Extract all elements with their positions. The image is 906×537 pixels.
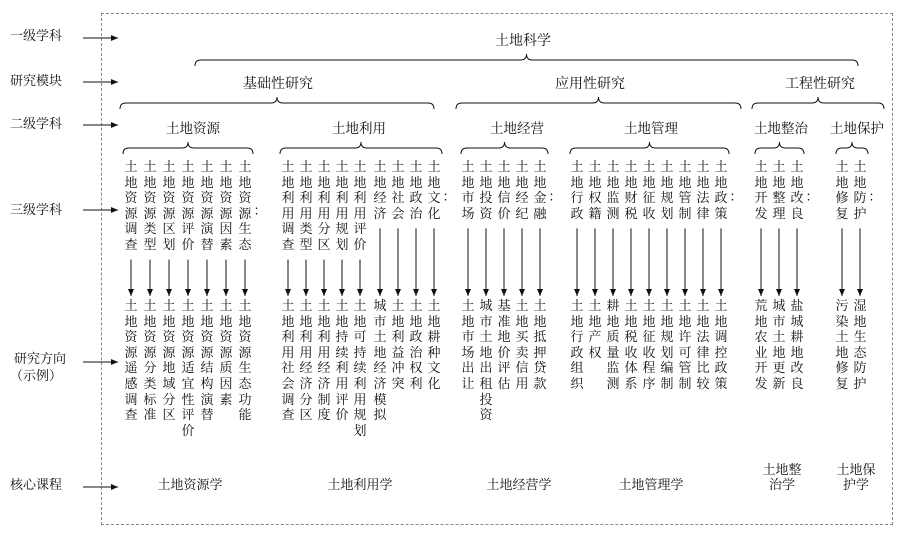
direction-item: 土地调控政策 [714,299,728,392]
direction-item: 土地利益冲突 [391,299,405,392]
level3-item: 土地资源生态 [238,160,252,253]
level3-item: 土地法律 [696,160,710,222]
direction-item: 土地行政组织 [570,299,584,392]
level2-land-management: 土地管理 [624,121,678,137]
course-land-management: 土地管理学 [618,478,684,493]
course-land-consolidation: 土地整治学 [762,463,802,493]
level3-item: 土地利用调查 [281,160,295,253]
row-label-directions-note: （示例） [10,369,63,384]
direction-item: 土地资源遥感调查 [124,299,138,424]
level2-brace [280,142,442,154]
level3-item: 土地信价 [497,160,511,222]
row-label-level3: 三级学科 [10,203,63,218]
direction-item: 土地法律比较 [696,299,710,392]
level3-item: 土地权籍 [588,160,602,222]
ellipsis-mark: ： [729,190,743,205]
direction-item: 城市土地出租投资 [479,299,493,424]
level3-item: 土地资源演替 [200,160,214,253]
direction-item: 土地耕种文化 [427,299,441,392]
level3-item: 土地财税 [624,160,638,222]
direction-item: 基准地价评估 [497,299,511,392]
level3-item: 土地修复 [835,160,849,222]
level2-brace [461,142,548,154]
level3-item: 土地投资 [479,160,493,222]
direction-item: 土地可持续利用规划 [353,299,367,439]
level3-item: 土地利用分区 [317,160,331,253]
direction-item: 城市土地经济模拟 [373,299,387,424]
level2-brace [836,142,868,154]
direction-item: 土地税收体系 [624,299,638,392]
direction-item: 土地利用经济制度 [317,299,331,424]
direction-item: 城市土地更新 [772,299,786,392]
ellipsis-mark: ： [548,190,562,205]
course-land-use: 土地利用学 [327,478,393,493]
ellipsis-mark: ： [442,190,456,205]
row-label-directions: 研究方向 [14,352,67,367]
level3-item: 土地经济 [373,160,387,222]
level3-item: 土地资源因素 [219,160,233,253]
level3-item: 土地文化 [427,160,441,222]
level2-brace [755,142,804,154]
direction-item: 土地资源质因素 [219,299,233,408]
row-label-level1: 一级学科 [10,29,63,44]
direction-item: 盐城耕地改良 [790,299,804,392]
direction-item: 土地抵押贷款 [533,299,547,392]
level3-item: 土地社会 [391,160,405,222]
root-node: 土地科学 [495,33,551,49]
level3-item: 土地经纪 [515,160,529,222]
direction-item: 土地产权 [588,299,602,361]
ellipsis-mark: ： [868,190,882,205]
direction-item: 土地政治权利 [409,299,423,392]
level3-item: 土地整理 [772,160,786,222]
module-brace-basic [120,97,434,109]
row-label-modules: 研究模块 [10,74,63,89]
module-brace-applied [456,97,741,109]
module-brace-engineering [752,97,884,109]
level2-land-use: 土地利用 [332,121,386,137]
root-brace [195,54,858,66]
level3-item: 土地管制 [678,160,692,222]
direction-item: 土地资源生态功能 [238,299,252,424]
level3-item: 土地利用规划 [335,160,349,253]
course-land-operation: 土地经营学 [486,478,552,493]
level2-land-consolidation: 土地整治 [754,121,808,137]
level2-brace [123,142,253,154]
module-basic: 基础性研究 [243,76,313,92]
level3-item: 土地利用类型 [299,160,313,253]
direction-item: 土地市场出让 [461,299,475,392]
level2-land-operation: 土地经营 [490,121,544,137]
direction-item: 土地资源结构演替 [200,299,214,424]
direction-item: 土地资源地域分区 [162,299,176,424]
level3-item: 土地改良 [790,160,804,222]
level3-item: 土地金融 [533,160,547,222]
course-land-protection: 土地保护学 [836,463,876,493]
direction-item: 耕地质量监测 [606,299,620,392]
direction-item: 湿地生态防护 [853,299,867,392]
direction-item: 土地买卖信用 [515,299,529,392]
level3-item: 土地资源评价 [181,160,195,253]
level3-item: 土地规划 [660,160,674,222]
course-land-resources: 土地资源学 [157,478,223,493]
level3-item: 土地政治 [409,160,423,222]
level3-item: 土地资源类型 [143,160,157,253]
level3-item: 土地市场 [461,160,475,222]
level2-land-resources: 土地资源 [166,121,220,137]
direction-item: 土地持续利用评价 [335,299,349,424]
level3-item: 土地利用评价 [353,160,367,253]
direction-item: 土地规划编制 [660,299,674,392]
direction-item: 土地征收程序 [642,299,656,392]
level3-item: 土地防护 [853,160,867,222]
level3-item: 土地资源调查 [124,160,138,253]
direction-item: 污染土地修复 [835,299,849,392]
level3-item: 土地资源区划 [162,160,176,253]
level3-item: 土地征收 [642,160,656,222]
level2-brace [570,142,729,154]
level3-item: 土地行政 [570,160,584,222]
level2-land-protection: 土地保护 [830,121,884,137]
row-label-level2: 二级学科 [10,117,63,132]
row-label-courses: 核心课程 [10,478,63,493]
ellipsis-mark: ： [805,190,819,205]
direction-item: 土地利用经济分区 [299,299,313,424]
direction-item: 土地资源适宜性评价 [181,299,195,439]
direction-item: 土地利用社会调查 [281,299,295,424]
level3-item: 土地监测 [606,160,620,222]
direction-item: 荒地农业开发 [754,299,768,392]
module-applied: 应用性研究 [555,76,625,92]
direction-item: 土地资源分类标准 [143,299,157,424]
ellipsis-mark: ： [253,204,267,219]
module-engineering: 工程性研究 [785,76,855,92]
direction-item: 土地许可管制 [678,299,692,392]
level3-item: 土地政策 [714,160,728,222]
level3-item: 土地开发 [754,160,768,222]
